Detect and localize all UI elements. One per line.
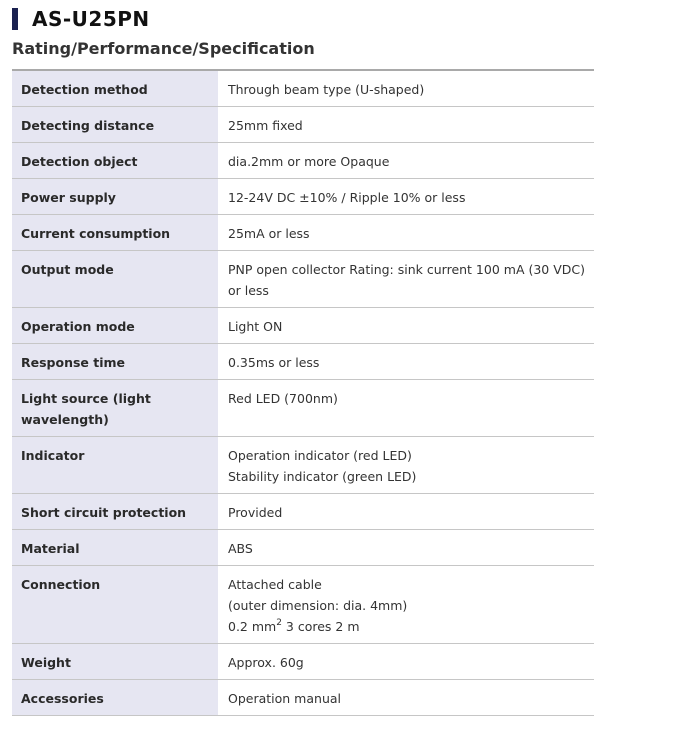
spec-value: Operation manual (218, 680, 594, 716)
table-row (12, 494, 594, 530)
table-row (12, 680, 594, 716)
table-row (12, 530, 594, 566)
table-row (12, 566, 594, 644)
spec-value: Approx. 60g (218, 644, 594, 680)
cable-gauge-text: 0.2 mm (228, 619, 277, 634)
table-row (12, 380, 594, 437)
superscript: 2 (276, 618, 282, 628)
spec-value: PNP open collector Rating: sink current 100 mA (30 VDC) or less (218, 251, 594, 308)
cable-cores-text: 3 cores 2 m (281, 619, 360, 634)
spec-label: Current consumption (12, 215, 218, 251)
table-row (12, 179, 594, 215)
spec-label: Light source (light wavelength) (12, 380, 218, 437)
product-header (12, 8, 150, 30)
table-row (12, 107, 594, 143)
table-row (12, 251, 594, 308)
spec-label: Indicator (12, 437, 218, 494)
spec-label: Detecting distance (12, 107, 218, 143)
spec-label: Material (12, 530, 218, 566)
spec-value: ABS (218, 530, 594, 566)
spec-label: Operation mode (12, 308, 218, 344)
spec-value-line: Operation indicator (red LED) (228, 448, 412, 463)
spec-value: 12-24V DC ±10% / Ripple 10% or less (218, 179, 594, 215)
spec-label: Accessories (12, 680, 218, 716)
spec-label: Detection method (12, 70, 218, 107)
spec-label: Output mode (12, 251, 218, 308)
table-row (12, 70, 594, 107)
product-title: AS-U25PN (32, 7, 150, 31)
spec-value-line: (outer dimension: dia. 4mm) (228, 598, 408, 613)
table-row (12, 437, 594, 494)
spec-value: 0.35ms or less (218, 344, 594, 380)
spec-label: Detection object (12, 143, 218, 179)
spec-value: Provided (218, 494, 594, 530)
table-row (12, 308, 594, 344)
section-title: Rating/Performance/Specification (12, 39, 315, 58)
spec-value: 25mm fixed (218, 107, 594, 143)
spec-value: 25mA or less (218, 215, 594, 251)
table-row (12, 644, 594, 680)
table-row (12, 143, 594, 179)
spec-label: Connection (12, 566, 218, 644)
spec-value (218, 566, 594, 644)
table-row (12, 344, 594, 380)
spec-value (218, 437, 594, 494)
spec-value-line: Stability indicator (green LED) (228, 469, 417, 484)
title-accent-bar (12, 8, 18, 30)
spec-label: Power supply (12, 179, 218, 215)
table-row (12, 215, 594, 251)
spec-value: dia.2mm or more Opaque (218, 143, 594, 179)
spec-value: Red LED (700nm) (218, 380, 594, 437)
spec-value-line (228, 616, 586, 637)
spec-label: Short circuit protection (12, 494, 218, 530)
spec-value: Through beam type (U-shaped) (218, 70, 594, 107)
spec-label: Response time (12, 344, 218, 380)
spec-table (12, 69, 594, 716)
spec-value-line: Attached cable (228, 577, 322, 592)
spec-label: Weight (12, 644, 218, 680)
spec-value: Light ON (218, 308, 594, 344)
